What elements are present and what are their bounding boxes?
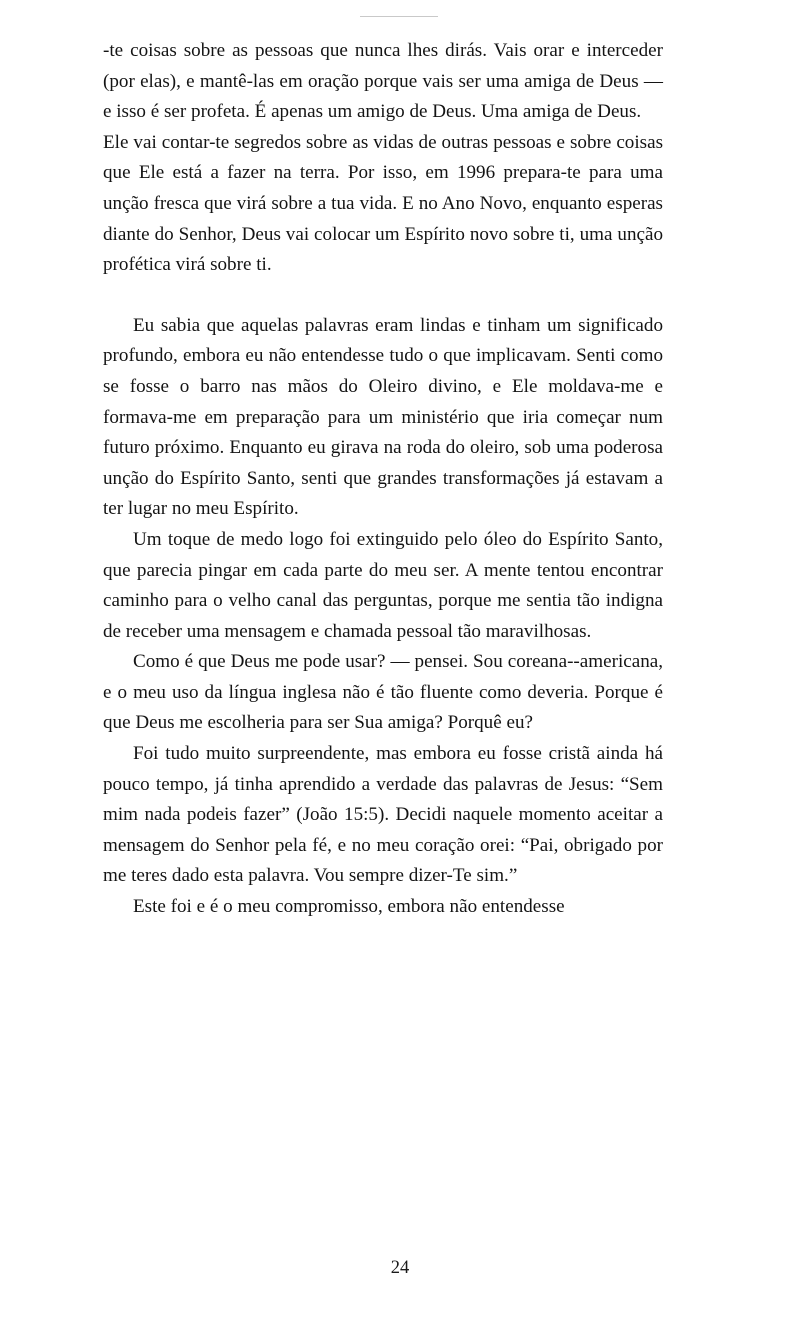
paragraph-6: Foi tudo muito surpreendente, mas embora eu fosse cristã ainda há pouco tempo, já tinha aprendido a verdade das palavras de Jesus: “Sem mim nada podeis fazer” (João 15:5). Decidi naquele momento aceitar a mensagem do Senhor pela fé, e no meu coração orei: “Pai, obrigado por me teres dado esta palavra. Vou sempre dizer-Te sim.” [103,743,663,887]
body-text-column [103,36,663,923]
page-number: 24 [390,1258,410,1278]
paragraph-3: Eu sabia que aquelas palavras eram lindas e tinham um significado profundo, embora eu não entendesse tudo o que implicavam. Senti como se fosse o barro nas mãos do Oleiro divino, e Ele moldava-me e formava-me em preparação para um ministério que iria começar num futuro próximo. Enquanto eu girava na roda do oleiro, sob uma poderosa unção do Espírito Santo, senti que grandes transformações já estavam a ter lugar no meu Espírito. [103,314,663,520]
paragraph-1: -te coisas sobre as pessoas que nunca lhes dirás. Vais orar e interceder (por elas), e mantê-las em oração porque vais ser uma amiga de Deus — e isso é ser profeta. É apenas um amigo de Deus. Uma amiga de Deus. [103,40,663,123]
paragraph-5: Como é que Deus me pode usar? — pensei. Sou coreana--americana, e o meu uso da língua inglesa não é tão fluente como deveria. Porque é que Deus me escolheria para ser Sua amiga? Porquê eu? [103,651,663,734]
decorative-rule [360,16,438,17]
paragraph-spacer [103,281,663,311]
paragraph-2: Ele vai contar-te segredos sobre as vidas de outras pessoas e sobre coisas que Ele está a fazer na terra. Por isso, em 1996 prepara-te para uma unção fresca que virá sobre a tua vida. E no Ano Novo, enquanto esperas diante do Senhor, Deus vai colocar um Espírito novo sobre ti, uma unção profética virá sobre ti. [103,131,663,276]
paragraph-4: Um toque de medo logo foi extinguido pelo óleo do Espírito Santo, que parecia pingar em cada parte do meu ser. A mente tentou encontrar caminho para o velho canal das perguntas, porque me sentia tão indigna de receber uma mensagem e chamada pessoal tão maravilhosas. [103,528,663,642]
paragraph-7: Este foi e é o meu compromisso, embora não entendesse [133,896,565,918]
